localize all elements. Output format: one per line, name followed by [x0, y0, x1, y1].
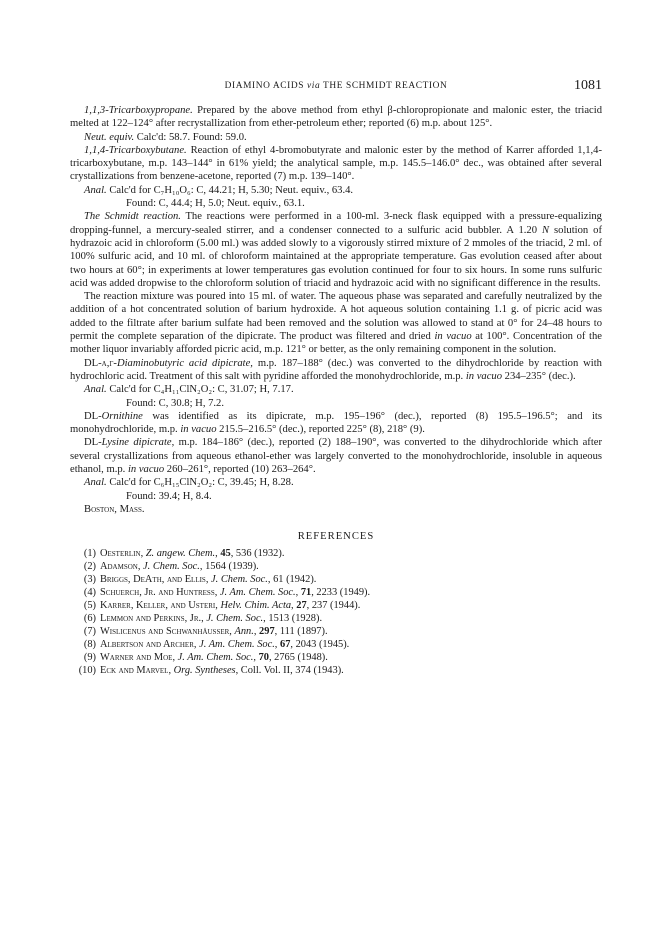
- reference-number: (7): [83, 626, 96, 638]
- references.6-segment-1: ,: [229, 626, 235, 638]
- page-number: 1081: [574, 78, 602, 93]
- references.9-segment-2: Org. Syntheses: [173, 665, 236, 677]
- paragraphs.11-segment-4: 260–261°, reported (10) 263–264°.: [164, 464, 316, 476]
- reference-number: (6): [83, 612, 96, 624]
- references.0-segment-2: Z. angew. Chem.: [145, 547, 216, 559]
- references.3-segment-3: ,: [295, 586, 301, 598]
- reference-item: [70, 625, 602, 638]
- references.9-segment-0: Eck and Marvel: [100, 665, 169, 677]
- paragraphs.7-segment-1: Diaminobutyric acid dipicrate,: [116, 357, 253, 369]
- paragraphs.12-segment-1: Calc'd for C₆H₁₅ClN₂O₂: C, 39.45; H, 8.28.: [106, 477, 294, 489]
- paragraph-tricarboxybutane: [70, 144, 602, 184]
- reference-number: (10): [78, 665, 96, 677]
- references.3-segment-1: ,: [214, 586, 220, 598]
- references.2-segment-3: , 61 (1942).: [267, 573, 317, 585]
- references-list: [70, 547, 602, 678]
- paragraphs.10-segment-2: was identified as its dipicrate, m.p. 195–196° (dec.), reported (8) 195.5–196.5°; and its monohydrochloride, m.p.: [70, 410, 602, 436]
- references.0-segment-1: ,: [140, 547, 146, 559]
- references.1-segment-1: ,: [137, 560, 144, 572]
- reference-text: [100, 573, 602, 586]
- paragraphs.6-segment-0: The reaction mixture was poured into 15 ml. of water. The aqueous phase was separated and carefully neutralized by the addition of a hot concentrated solution of barium hydroxide. A hot aqueous solution containing 1.1 g. of picric acid was added to the filtrate after barium sulfate had been removed and the solution was allowed to stand at 0° for 24–48 hours to permit the complete separation of the dipicrate. The product was filtered and dried: [70, 291, 602, 343]
- paragraphs.7-segment-2: m.p. 187–188° (dec.) was converted to the dihydrochloride by reaction with hydrochloric acid. Treatment of this salt with pyridine afforded the monohydrochloride, m.p.: [70, 357, 602, 382]
- paragraphs.8-segment-0: Anal.: [84, 384, 107, 396]
- references.1-segment-3: , 1564 (1939).: [199, 560, 259, 572]
- references.8-segment-3: ,: [253, 652, 259, 664]
- paragraph-ornithine: [70, 410, 602, 437]
- paragraph-anal-3: [70, 476, 602, 489]
- article-body: [70, 104, 602, 677]
- reference-text: [100, 625, 602, 638]
- references.4-segment-1: ,: [215, 599, 221, 611]
- references.7-segment-1: ,: [193, 639, 200, 651]
- references.6-segment-5: , 111 (1897).: [274, 626, 328, 638]
- references.6-segment-0: Wislicenus and Schwanhäusser: [100, 626, 230, 638]
- references.3-segment-5: , 2233 (1949).: [311, 586, 371, 598]
- reference-text: [100, 612, 602, 625]
- paragraph-tricarboxypropane: [70, 104, 602, 131]
- reference-item: [70, 586, 602, 599]
- reference-number: (3): [83, 573, 96, 585]
- references.7-segment-2: J. Am. Chem. Soc.: [199, 639, 275, 651]
- paragraphs.1-segment-1: Calc'd: 58.7. Found: 59.0.: [134, 131, 247, 143]
- reference-number: (5): [83, 599, 96, 611]
- references.7-segment-5: , 2043 (1945).: [290, 639, 350, 651]
- paragraphs.7-segment-0: DL-α,γ-: [84, 357, 117, 369]
- references.6-segment-3: ,: [253, 626, 260, 638]
- paragraphs.5-segment-3: solution of hydrazoic acid in chloroform (5.00 ml.) was added slowly to a vigorously stirred mixture of 2 mmoles of the triacid, 2 ml. of 100% sulfuric acid, and 10 ml. of chloroform maintained at the appropriate temperature. Gas evolution ceased after about two hours at 60°; in experiments at lower temperatures gas evolution continued for four to six hours. In some runs sulfuric acid was added dropwise to the chloroform solution of triacid and hydrazoic acid with no significant difference in the results.: [70, 224, 602, 289]
- paragraphs.14-segment-0: Boston, Mass.: [84, 503, 145, 515]
- references.4-segment-4: 27: [296, 599, 307, 611]
- paragraphs.6-segment-1: in vacuo: [434, 331, 472, 343]
- references.4-segment-2: Helv. Chim. Acta: [220, 599, 292, 611]
- paragraphs.10-segment-4: 215.5–216.5° (dec.), reported 225° (8), 218° (9).: [216, 424, 425, 436]
- paragraphs.11-segment-2: m.p. 184–186° (dec.), reported (2) 188–190°, was converted to the dihydrochloride which after several crystallizations from aqueous ethanol-ether was largely converted to the monohydrochloride, insoluble in aqueous ethanol, m.p.: [70, 437, 602, 476]
- references.5-segment-1: ,: [201, 612, 207, 624]
- paragraph-found-2: [70, 397, 602, 410]
- references.4-segment-3: ,: [291, 599, 297, 611]
- references.8-segment-1: ,: [172, 652, 178, 664]
- references.6-segment-2: Ann.: [234, 626, 254, 638]
- paragraphs.7-segment-3: in vacuo: [465, 370, 502, 382]
- references.4-segment-5: , 237 (1944).: [306, 599, 361, 611]
- paragraph-schmidt-reaction: [70, 210, 602, 290]
- references.8-segment-0: Warner and Moe: [100, 652, 173, 664]
- paragraphs.2-segment-0: 1,1,4-Tricarboxybutane.: [84, 144, 187, 156]
- paragraphs.5-segment-1: The reactions were performed in a 100-ml. 3-neck flask equipped with a pressure-equalizing dropping-funnel, a mercury-sealed stirrer, and a condenser connected to a sulfuric acid bubbler. A 1.20: [70, 211, 602, 236]
- reference-item: [70, 664, 602, 677]
- paragraphs.10-segment-3: in vacuo: [180, 424, 217, 436]
- references.0-segment-5: , 536 (1932).: [230, 547, 285, 559]
- paragraphs.1-segment-0: Neut. equiv.: [84, 131, 135, 143]
- references.5-segment-3: , 1513 (1928).: [263, 612, 323, 624]
- references.8-segment-4: 70: [258, 652, 269, 664]
- reference-number: (1): [83, 547, 96, 559]
- reference-item: [70, 599, 602, 612]
- reference-item: [70, 560, 602, 573]
- reference-item: [70, 638, 602, 651]
- reference-number: (2): [83, 560, 96, 572]
- paragraphs.12-segment-0: Anal.: [84, 477, 107, 489]
- paragraph-reaction-workup: [70, 290, 602, 356]
- references.7-segment-0: Albertson and Archer: [100, 639, 194, 651]
- paragraphs.7-segment-4: 234–235° (dec.).: [502, 370, 576, 382]
- paragraphs.0-segment-1: Prepared by the above method from ethyl β-chloropropionate and malonic ester, the triacid melted at 122–124° after recrystallization from ether-petroleum ether; reported (6) m.p. about 125°.: [70, 105, 602, 130]
- paragraph-diaminobutyric: [70, 357, 602, 384]
- paragraphs.0-segment-0: 1,1,3-Tricarboxypropane.: [84, 105, 193, 116]
- running-title-part-1: DIAMINO ACIDS: [224, 81, 307, 91]
- reference-number: (4): [83, 586, 96, 598]
- paragraphs.10-segment-0: DL-: [84, 410, 102, 422]
- reference-text: [100, 638, 602, 651]
- references.1-segment-0: Adamson: [100, 560, 138, 572]
- author-location: [70, 503, 602, 516]
- paragraph-neut-equiv: [70, 131, 602, 144]
- running-title-via: via: [307, 81, 321, 91]
- references.8-segment-2: J. Am. Chem. Soc.: [177, 652, 254, 664]
- references.0-segment-3: ,: [215, 547, 221, 559]
- reference-number: (8): [83, 639, 96, 651]
- paragraphs.8-segment-1: Calc'd for C₄H₁₁ClN₂O₂: C, 31.07; H, 7.17.: [106, 384, 294, 396]
- page-header: [70, 78, 602, 98]
- paragraph-anal-2: [70, 383, 602, 396]
- paragraph-anal-1: [70, 184, 602, 197]
- paragraphs.3-segment-1: Calc'd for C₇H₁₀O₆: C, 44.21; H, 5.30; Neut. equiv., 63.4.: [106, 184, 354, 196]
- reference-text: [100, 599, 602, 612]
- reference-item: [70, 547, 602, 560]
- references.2-segment-2: J. Chem. Soc.: [211, 573, 268, 585]
- references.6-segment-4: 297: [259, 626, 275, 638]
- references.2-segment-1: ,: [205, 573, 212, 585]
- references.3-segment-2: J. Am. Chem. Soc.: [219, 586, 296, 598]
- reference-text: [100, 547, 602, 560]
- references.7-segment-4: 67: [280, 639, 291, 651]
- reference-item: [70, 612, 602, 625]
- paragraphs.3-segment-0: Anal.: [84, 184, 107, 196]
- paragraphs.4-segment-0: Found: C, 44.4; H, 5.0; Neut. equiv., 63.1.: [126, 198, 305, 210]
- references.2-segment-0: Briggs, DeAth, and Ellis: [100, 573, 206, 585]
- reference-text: [100, 586, 602, 599]
- references.0-segment-4: 45: [220, 547, 231, 559]
- reference-number: (9): [83, 652, 96, 664]
- reference-item: [70, 651, 602, 664]
- paragraphs.11-segment-3: in vacuo: [127, 464, 165, 476]
- paragraphs.5-segment-2: N: [541, 224, 550, 236]
- references.4-segment-0: Karrer, Keller, and Usteri: [100, 599, 216, 611]
- paragraphs.9-segment-0: Found: C, 30.8; H, 7.2.: [126, 397, 225, 409]
- references.5-segment-0: Lemmon and Perkins, Jr.: [100, 612, 202, 624]
- paragraphs.5-segment-0: The Schmidt reaction.: [84, 211, 181, 223]
- reference-item: [70, 573, 602, 586]
- paragraphs.6-segment-2: at 100°. Concentration of the mother liquor invariably afforded picric acid, m.p. 121° or better, as the only remaining component in the solution.: [70, 331, 602, 356]
- paragraphs.11-segment-1: Lysine dipicrate,: [101, 437, 175, 449]
- paragraphs.10-segment-1: Ornithine: [101, 410, 143, 422]
- running-title-part-2: THE SCHMIDT REACTION: [320, 81, 448, 91]
- references.3-segment-0: Schuerch, Jr. and Huntress: [100, 586, 215, 598]
- paragraphs.13-segment-0: Found: 39.4; H, 8.4.: [126, 490, 212, 502]
- reference-text: [100, 664, 602, 677]
- paragraphs.11-segment-0: DL-: [84, 437, 102, 449]
- references.7-segment-3: ,: [274, 639, 280, 651]
- paragraph-found-3: [70, 490, 602, 503]
- references.9-segment-3: , Coll. Vol. II, 374 (1943).: [235, 665, 344, 677]
- running-title: [70, 81, 602, 91]
- references.1-segment-2: J. Chem. Soc.: [143, 560, 200, 572]
- references.0-segment-0: Oesterlin: [100, 547, 141, 559]
- reference-text: [100, 651, 602, 664]
- paragraph-found-1: [70, 197, 602, 210]
- references.9-segment-1: ,: [168, 665, 174, 677]
- references-heading: REFERENCES: [297, 531, 375, 543]
- paragraph-lysine: [70, 436, 602, 476]
- references.8-segment-5: , 2765 (1948).: [268, 652, 328, 664]
- paragraphs.2-segment-1: Reaction of ethyl 4-bromobutyrate and malonic ester by the method of Karrer afforded 1,1,4-tricarboxybutane, m.p. 143–144° in 61% yield; the analytical sample, m.p. 145.5–146.0° dec., was obtained after several crystallizations from benzene-acetone, reported (7) m.p. 139–140°.: [70, 144, 602, 183]
- references.5-segment-2: J. Chem. Soc.: [206, 612, 264, 624]
- reference-text: [100, 560, 602, 573]
- references.3-segment-4: 71: [300, 586, 312, 598]
